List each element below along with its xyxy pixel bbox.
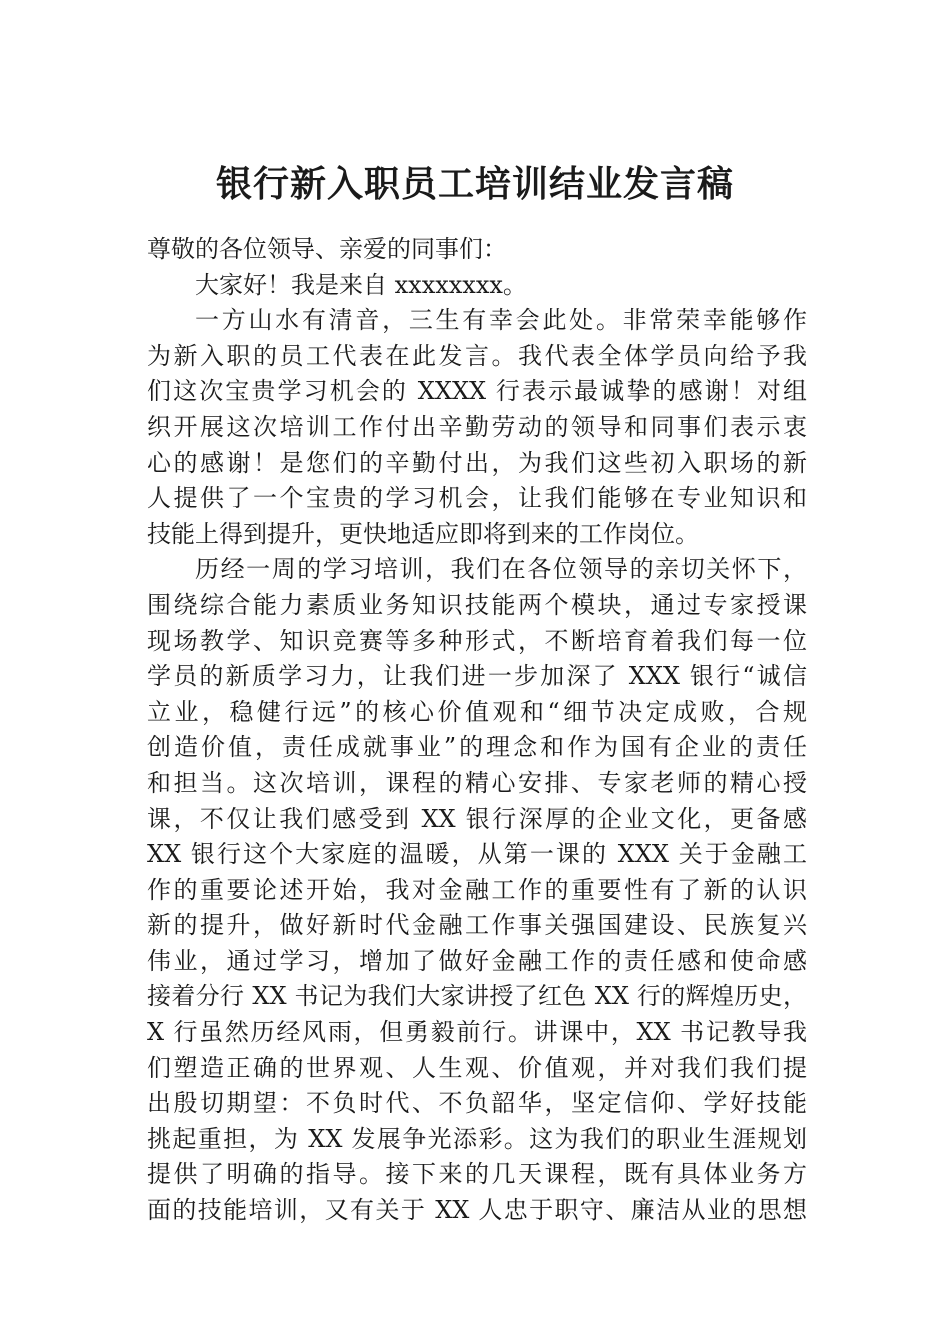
body-line: 尊敬的各位领导、亲爱的同事们： xyxy=(147,235,507,263)
body-line: 一方山水有清音，三生有幸会此处。非常荣幸能够作 xyxy=(195,306,807,335)
body-line: 伟业，通过学习，增加了做好金融工作的责任感和使命感 xyxy=(147,946,807,975)
body-line: 大家好！我是来自 xxxxxxxx。 xyxy=(195,270,527,299)
body-line: 出殷切期望：不负时代、不负韶华，坚定信仰、学好技能 xyxy=(147,1089,807,1118)
body-line: 人提供了一个宝贵的学习机会，让我们能够在专业知识和 xyxy=(147,484,807,513)
body-line: 课，不仅让我们感受到 XX 银行深厚的企业文化，更备感 xyxy=(147,804,807,833)
body-line: 接着分行 XX 书记为我们大家讲授了红色 XX 行的辉煌历史， xyxy=(147,982,807,1011)
body-line: X 行虽然历经风雨，但勇毅前行。讲课中，XX 书记教导我 xyxy=(147,1018,807,1047)
body-line: 织开展这次培训工作付出辛勤劳动的领导和同事们表示衷 xyxy=(147,412,807,441)
body-line: 新的提升，做好新时代金融工作事关强国建设、民族复兴 xyxy=(147,911,807,940)
body-line: 提供了明确的指导。接下来的几天课程，既有具体业务方 xyxy=(147,1160,807,1189)
body-line: 历经一周的学习培训，我们在各位领导的亲切关怀下， xyxy=(195,555,807,584)
body-line: 立业，稳健行远”的核心价值观和“细节决定成败，合规 xyxy=(147,697,807,726)
body-line: 挑起重担，为 XX 发展争光添彩。这为我们的职业生涯规划 xyxy=(147,1124,807,1153)
document-body xyxy=(147,232,807,1229)
body-line: 面的技能培训，又有关于 XX 人忠于职守、廉洁从业的思想 xyxy=(147,1196,807,1225)
body-line: XX 银行这个大家庭的温暖，从第一课的 XXX 关于金融工 xyxy=(147,840,807,869)
body-line: 为新入职的员工代表在此发言。我代表全体学员向给予我 xyxy=(147,341,807,370)
body-line: 技能上得到提升，更快地适应即将到来的工作岗位。 xyxy=(147,519,699,548)
body-line: 创造价值，责任成就事业”的理念和作为国有企业的责任 xyxy=(147,733,807,762)
body-line: 作的重要论述开始，我对金融工作的重要性有了新的认识 xyxy=(147,875,807,904)
body-line: 围绕综合能力素质业务知识技能两个模块，通过专家授课 xyxy=(147,590,807,619)
body-line: 学员的新质学习力，让我们进一步加深了 XXX 银行“诚信 xyxy=(147,662,807,691)
body-line: 和担当。这次培训，课程的精心安排、专家老师的精心授 xyxy=(147,768,807,797)
body-line: 心的感谢！是您们的辛勤付出，为我们这些初入职场的新 xyxy=(147,448,807,477)
body-line: 们塑造正确的世界观、人生观、价值观，并对我们我们提 xyxy=(147,1053,807,1082)
body-line: 现场教学、知识竞赛等多种形式，不断培育着我们每一位 xyxy=(147,626,807,655)
document-title: 银行新入职员工培训结业发言稿 xyxy=(215,163,734,205)
body-line: 们这次宝贵学习机会的 XXXX 行表示最诚挚的感谢！对组 xyxy=(147,377,807,406)
